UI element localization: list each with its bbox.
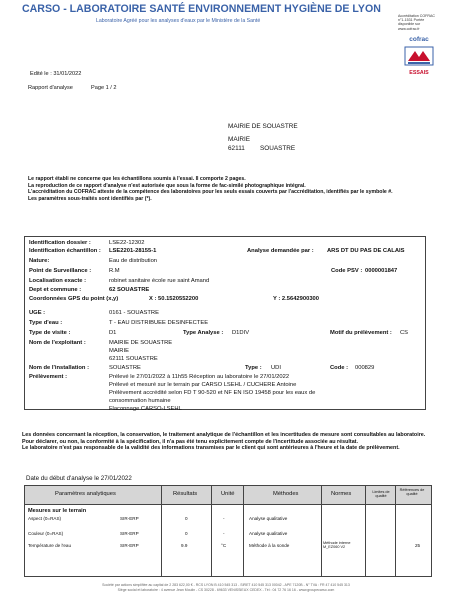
installation-value: SOUASTRE	[109, 365, 141, 371]
row-method: Analyse qualitative	[249, 531, 288, 536]
echantillon-value: LSE2201-28155-1	[109, 248, 157, 254]
point-label: Point de Surveillance :	[29, 268, 92, 274]
exploitant-line: 62111 SOUASTRE	[109, 356, 158, 362]
nature-value: Eau de distribution	[109, 258, 158, 264]
row-param-name: Température de l'eau	[28, 543, 72, 548]
identification-box	[24, 236, 426, 410]
recipient-city: SOUASTRE	[260, 145, 296, 152]
cofrac-logo-icon	[404, 45, 434, 69]
prelevement-line: Prélèvement accrédité selon FD T 90-520 et NF EN ISO 19458 pour les eaux de	[109, 390, 316, 396]
column-divider	[365, 486, 366, 576]
recipient-postcode: 62111	[228, 145, 245, 152]
row-code: SIR-ERP	[120, 531, 139, 536]
prelevement-line: Flaconnage CARSO-LSEHL	[109, 406, 182, 412]
installation-label: Nom de l'installation :	[29, 365, 89, 371]
column-divider	[161, 486, 162, 576]
header-params: Paramètres analytiques	[55, 491, 116, 497]
row-result: 0	[185, 531, 188, 536]
gps-x: X : 50.1520552200	[149, 296, 199, 302]
uge-value: 0161 - SOUASTRE	[109, 310, 159, 316]
type-installation-value: UDI	[271, 365, 281, 371]
section-title: Mesures sur le terrain	[28, 508, 87, 514]
recipient-name: MAIRIE DE SOUASTRE	[228, 123, 298, 130]
prelevement-line: consommation humaine	[109, 398, 171, 404]
code-psv-label: Code PSV :	[331, 268, 363, 274]
report-notices	[28, 176, 428, 202]
row-unit: °C	[221, 543, 227, 548]
row-ref: 25	[415, 543, 421, 548]
header-norms: Normes	[331, 491, 352, 497]
notice-line: L'accréditation du COFRAC atteste de la compétence des laboratoires pour les seuls essais couverts par l'accréditation, identifiés par le symbole #.	[28, 189, 393, 196]
code-psv-value: 0000001847	[365, 268, 398, 274]
results-table	[24, 485, 432, 577]
report-label: Rapport d'analyse	[28, 85, 73, 91]
gps-y: Y : 2.5642900300	[273, 296, 319, 302]
prelevement-label: Prélèvement :	[29, 374, 68, 380]
type-eau-label: Type d'eau :	[29, 320, 63, 326]
header-limits: Limites de qualité	[372, 490, 390, 499]
notice-paragraph: Les données concernant la réception, la conservation, le traitement analytique de l'échantillon et les incertitudes de mesure sont consultables au laboratoire. Pour déclarer, ou non, la conformité à la spécification, il n'a pas été tenu explicitement compte de l'incertitude associée au résultat.	[22, 432, 426, 445]
recipient-line2: MAIRIE	[228, 136, 251, 143]
footer-line: Société par actions simplifiée au capital de 2 283 622,00 € - RCS LYON B 410 545 313 - SIRET 410 545 313 00042 - APE 7120B - N° TVA : FR 47 410 545 313	[102, 583, 350, 587]
column-divider	[211, 486, 212, 576]
analysis-start-date: Date du début d'analyse le 27/01/2022	[26, 475, 132, 482]
row-method: Analyse qualitative	[249, 516, 288, 521]
dept-value: 62 SOUASTRE	[109, 287, 150, 293]
notice-line: Les paramètres sous-traités sont identifiés par (*).	[28, 195, 152, 202]
echantillon-label: Identification échantillon :	[29, 248, 101, 254]
row-method: Méthode à la sonde	[249, 543, 290, 548]
header-unit: Unité	[221, 491, 235, 497]
header-methods: Méthodes	[273, 491, 299, 497]
nature-label: Nature:	[29, 258, 50, 264]
row-norm: Méthode interne M_EZ060 V2	[323, 541, 351, 550]
company-footer	[16, 583, 436, 593]
row-param-name: Couleur (0=RAS)	[28, 531, 64, 536]
dossier-label: Identification dossier :	[29, 240, 91, 246]
measurement-notice	[22, 432, 432, 452]
row-result: 0	[185, 516, 188, 521]
header-refs: Références de qualité	[399, 488, 425, 497]
header-results: Résultats	[173, 491, 198, 497]
type-eau-value: T - EAU DISTRIBUEE DESINFECTEE	[109, 320, 209, 326]
row-code: SIR-ERP	[120, 543, 139, 548]
type-analyse-value: D1DIV	[232, 330, 250, 336]
row-code: SIR-ERP	[120, 516, 139, 521]
page-number: Page 1 / 2	[91, 85, 117, 91]
type-visite-label: Type de visite :	[29, 330, 71, 336]
motif-label: Motif du prélèvement :	[330, 330, 392, 336]
exploitant-line: MAIRIE DE SOUASTRE	[109, 340, 173, 346]
point-value: R.M	[109, 268, 120, 274]
dossier-value: LSE22-12302	[109, 240, 145, 246]
prelevement-line: Prélevé le 27/01/2022 à 11h55 Réception au laboratoire le 27/01/2022	[109, 374, 290, 380]
uge-label: UGE :	[29, 310, 46, 316]
notice-line: La reproduction de ce rapport d'analyse n'est autorisée que sous la forme de fac-similé photographique intégral.	[28, 182, 306, 189]
row-result: 9.9	[181, 543, 188, 548]
column-divider	[321, 486, 322, 576]
cofrac-essais-label: ESSAIS	[409, 70, 429, 76]
column-divider	[395, 486, 396, 576]
lab-title: CARSO - LABORATOIRE SANTÉ ENVIRONNEMENT HYGIÈNE DE LYON	[22, 3, 381, 15]
localisation-value: robinet sanitaire école rue saint Amand	[109, 278, 210, 284]
footer-line: Siège social et laboratoire : 4 avenue Jean Moulin - CS 30228 - 69633 VENISSIEUX CEDEX - Tél : 04 72 76 16 16 - www.groupecarso.com	[117, 588, 335, 592]
demandee-label: Analyse demandée par :	[247, 248, 314, 254]
row-param-name: Aspect (0=RAS)	[28, 516, 62, 521]
notice-line: Le rapport établi ne concerne que les échantillons soumis à l'essai. Il comporte 2 pages.	[28, 176, 246, 182]
exploitant-line: MAIRIE	[109, 348, 129, 354]
type-visite-value: D1	[109, 330, 117, 336]
prelevement-line: Prélevé et mesuré sur le terrain par CARSO LSEHL / CUCHERE Antoine	[109, 382, 297, 388]
cofrac-accreditation-text: Accréditation COFRAC n°1-1531 Portée disponible sur www.cofrac.fr	[398, 14, 435, 31]
dept-label: Dept et commune :	[29, 287, 82, 293]
type-installation-label: Type :	[245, 365, 262, 371]
column-divider	[243, 486, 244, 576]
type-analyse-label: Type Analyse :	[183, 330, 224, 336]
notice-paragraph: Le laboratoire n'est pas responsable de la validité des informations transmises par le client qui sont antérieures à l'heure et la date de prélèvement.	[22, 445, 400, 452]
code-installation-label: Code :	[330, 365, 349, 371]
table-header	[25, 486, 431, 505]
lab-subtitle: Laboratoire Agréé pour les analyses d'eaux par le Ministère de la Santé	[96, 18, 261, 24]
cofrac-logo-text: cofrac	[409, 36, 429, 43]
localisation-label: Localisation exacte :	[29, 278, 87, 284]
code-installation-value: 000829	[355, 365, 375, 371]
row-unit: -	[223, 531, 225, 536]
edited-date: Edité le : 31/01/2022	[30, 71, 82, 77]
row-unit: -	[223, 516, 225, 521]
motif-value: CS	[400, 330, 409, 336]
gps-label: Coordonnées GPS du point (x,y)	[29, 296, 119, 302]
demandee-value: ARS DT DU PAS DE CALAIS	[327, 248, 405, 254]
exploitant-label: Nom de l'exploitant :	[29, 340, 86, 346]
